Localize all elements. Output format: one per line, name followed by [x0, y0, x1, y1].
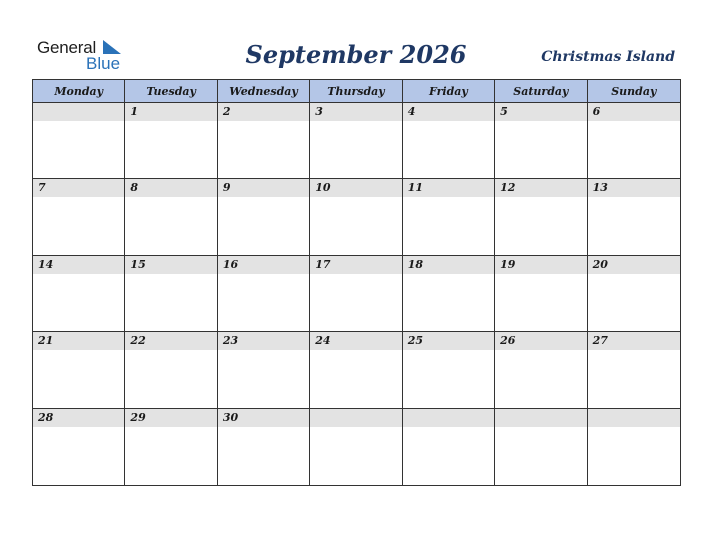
day-number: 4 — [403, 103, 494, 121]
day-number — [403, 409, 494, 427]
weekday-header: Wednesday — [218, 80, 310, 103]
day-number: 30 — [218, 409, 309, 427]
region-label: Christmas Island — [541, 49, 675, 65]
day-number: 18 — [403, 256, 494, 274]
day-cell — [33, 256, 125, 332]
day-number: 17 — [310, 256, 401, 274]
day-number: 24 — [310, 332, 401, 350]
day-cell — [33, 409, 125, 485]
logo-text-general: General — [37, 38, 97, 57]
day-number: 12 — [495, 179, 586, 197]
day-number: 2 — [218, 103, 309, 121]
day-cell — [310, 179, 402, 255]
day-cell — [125, 256, 217, 332]
day-cell — [125, 332, 217, 408]
calendar-grid — [32, 79, 681, 486]
day-number: 19 — [495, 256, 586, 274]
day-cell — [33, 103, 125, 179]
day-cell — [218, 332, 310, 408]
day-number: 8 — [125, 179, 216, 197]
day-number: 20 — [588, 256, 680, 274]
day-number: 23 — [218, 332, 309, 350]
day-cell — [403, 179, 495, 255]
day-number: 3 — [310, 103, 401, 121]
day-cell — [310, 409, 402, 485]
day-cell — [403, 103, 495, 179]
day-number — [310, 409, 401, 427]
day-cell — [495, 332, 587, 408]
weekday-header: Monday — [33, 80, 125, 103]
day-cell — [218, 256, 310, 332]
day-number — [33, 103, 124, 121]
day-cell — [218, 103, 310, 179]
day-number — [588, 409, 680, 427]
day-number: 7 — [33, 179, 124, 197]
day-cell — [403, 256, 495, 332]
day-cell — [495, 409, 587, 485]
day-cell — [588, 409, 680, 485]
day-cell — [218, 179, 310, 255]
day-number: 15 — [125, 256, 216, 274]
day-number — [495, 409, 586, 427]
day-number: 16 — [218, 256, 309, 274]
day-cell — [588, 256, 680, 332]
day-number: 27 — [588, 332, 680, 350]
day-cell — [125, 409, 217, 485]
day-number: 25 — [403, 332, 494, 350]
day-cell — [588, 179, 680, 255]
day-number: 14 — [33, 256, 124, 274]
day-cell — [495, 103, 587, 179]
day-number: 22 — [125, 332, 216, 350]
day-number: 13 — [588, 179, 680, 197]
weekday-header: Thursday — [310, 80, 402, 103]
weekday-header: Saturday — [495, 80, 587, 103]
day-number: 9 — [218, 179, 309, 197]
day-cell — [403, 409, 495, 485]
day-cell — [218, 409, 310, 485]
day-cell — [125, 103, 217, 179]
day-cell — [588, 103, 680, 179]
weekday-header: Tuesday — [125, 80, 217, 103]
day-number: 10 — [310, 179, 401, 197]
day-number: 5 — [495, 103, 586, 121]
day-cell — [495, 179, 587, 255]
weekday-header: Friday — [403, 80, 495, 103]
logo-text-blue: Blue — [86, 54, 121, 73]
day-number: 21 — [33, 332, 124, 350]
calendar-title: September 2026 — [245, 40, 467, 69]
day-number: 11 — [403, 179, 494, 197]
day-number: 26 — [495, 332, 586, 350]
day-cell — [125, 179, 217, 255]
day-cell — [33, 332, 125, 408]
day-number: 1 — [125, 103, 216, 121]
day-cell — [310, 332, 402, 408]
day-cell — [33, 179, 125, 255]
day-number: 29 — [125, 409, 216, 427]
day-cell — [310, 256, 402, 332]
weekday-header: Sunday — [588, 80, 680, 103]
day-cell — [588, 332, 680, 408]
day-number: 6 — [588, 103, 680, 121]
day-cell — [403, 332, 495, 408]
day-cell — [495, 256, 587, 332]
day-number: 28 — [33, 409, 124, 427]
day-cell — [310, 103, 402, 179]
